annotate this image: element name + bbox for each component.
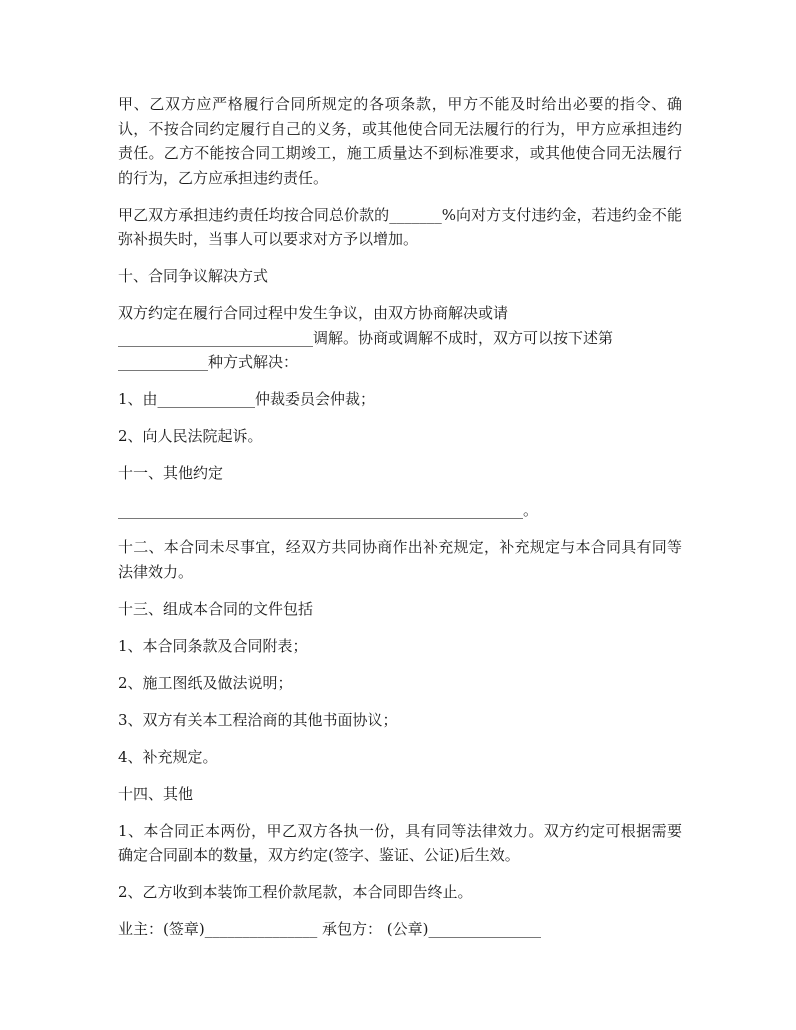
- breach-paragraph: 甲、乙双方应严格履行合同所规定的各项条款，甲方不能及时给出必要的指令、确认，不按合同约定履行自己的义务，或其他使合同无法履行的行为，甲方应承担违约责任。乙方不能按合同工期竣工，施工质量达不到标准要求，或其他使合同无法履行的行为，乙方应承担违约责任。: [118, 95, 682, 187]
- documents-item-1: 1、本合同条款及合同附表；: [118, 636, 308, 655]
- documents-item-4: 4、补充规定。: [118, 747, 218, 766]
- dispute-line-3: ____________种方式解决：: [118, 353, 299, 371]
- copies-item: 1、本合同正本两份，甲乙双方各执一份，具有同等法律效力。双方约定可根据需要确定合同副本的数量，双方约定(签字、鉴证、公证)后生效。: [118, 821, 682, 864]
- signature-line: 业主：(签章)_______________ 承包方： (公章)_______________: [118, 920, 541, 938]
- section-heading-11: 十一、其他约定: [118, 464, 224, 482]
- court-item: 2、向人民法院起诉。: [118, 427, 263, 445]
- section-heading-13: 十三、组成本合同的文件包括: [118, 599, 314, 618]
- documents-item-2: 2、施工图纸及做法说明；: [118, 673, 293, 692]
- dispute-line-2: __________________________调解。协商或调解不成时，双方可以按下述第: [118, 328, 614, 347]
- dispute-paragraph: [118, 301, 682, 375]
- termination-item: 2、乙方收到本装饰工程价款尾款，本合同即告终止。: [118, 883, 473, 901]
- dispute-line-1: 双方约定在履行合同过程中发生争议，由双方协商解决或请: [118, 304, 509, 322]
- contract-page: [118, 92, 682, 954]
- arbitration-item: 1、由_____________仲裁委员会仲裁；: [118, 390, 376, 408]
- section-heading-14: 十四、其他: [118, 784, 194, 803]
- section-heading-10: 十、合同争议解决方式: [118, 267, 269, 285]
- section-heading-12: 十二、本合同未尽事宜，经双方共同协商作出补充规定，补充规定与本合同具有同等法律效力。: [118, 538, 682, 581]
- documents-item-3: 3、双方有关本工程洽商的其他书面协议；: [118, 710, 398, 729]
- penalty-paragraph: 甲乙双方承担违约责任均按合同总价款的_______%向对方支付违约金，若违约金不能弥补损失时，当事人可以要求对方予以增加。: [118, 205, 682, 248]
- other-agreement-blank: ______________________________________________________。: [118, 501, 539, 519]
